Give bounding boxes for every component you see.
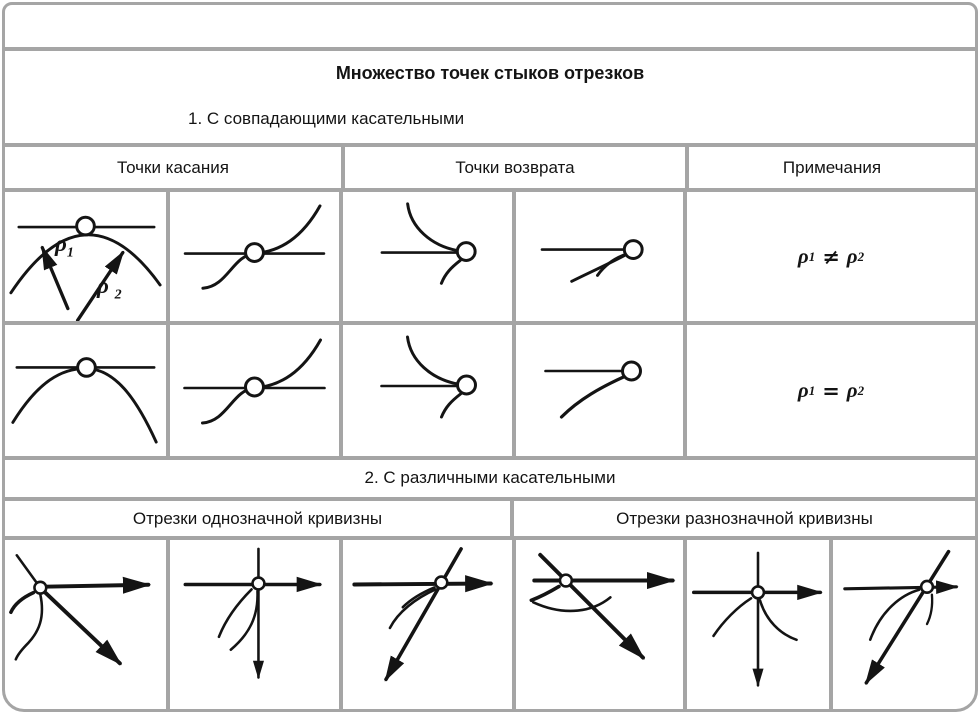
diagram-tangent-inflection-curve	[170, 192, 339, 321]
diagram-junction-fan-down-left	[5, 540, 166, 709]
column-header-opposite-sign-curvature: Отрезки разнозначной кривизны	[514, 501, 975, 536]
diagram-cusp-two-branches-below	[516, 192, 683, 321]
diagram-junction-diagonal-down-right-arrow	[516, 540, 683, 709]
table-frame	[2, 2, 978, 712]
radius-label-rho2: ρ $_2$	[97, 273, 122, 303]
diagram-tangent-arc-same-side	[5, 325, 166, 456]
column-header-tangent-points: Точки касания	[5, 147, 341, 188]
section1-row-unequal-radii	[5, 192, 975, 321]
diagram-junction-vertical-down-arrow	[170, 540, 339, 709]
diagram-cusp-curve-from-above-2	[343, 325, 512, 456]
note-radii-equal: ρ 1 = ρ 2	[687, 325, 975, 456]
section1-row-equal-radii	[5, 325, 975, 456]
diagram-junction-cross-with-curves	[687, 540, 829, 709]
title-block	[5, 51, 975, 143]
note-radii-not-equal: ρ 1 ≠ ρ 2	[687, 192, 975, 321]
empty-header-band	[5, 5, 975, 47]
radius-label-rho1: $\rho_1$	[55, 231, 74, 261]
column-header-notes: Примечания	[689, 147, 975, 188]
diagram-junction-diagonal-through-point	[833, 540, 975, 709]
section2-label: 2. С различными касательными	[364, 468, 616, 487]
diagram-junction-diagonal-down-left-arrow	[343, 540, 512, 709]
diagram-tangent-arc-with-radii	[5, 192, 166, 321]
page-title: Множество точек стыков отрезков	[335, 63, 645, 83]
section1-label: 1. С совпадающими касательными	[188, 109, 465, 128]
section2-diagram-row	[5, 540, 975, 709]
column-header-cusp-points: Точки возврата	[345, 147, 685, 188]
diagram-cusp-curve-from-above	[343, 192, 512, 321]
section1-header-row	[5, 147, 975, 188]
section2-label-row	[5, 460, 975, 497]
section2-header-row	[5, 501, 975, 536]
diagram-cusp-single-branch-below	[516, 325, 683, 456]
column-header-same-sign-curvature: Отрезки однозначной кривизны	[5, 501, 510, 536]
diagram-tangent-inflection-curve-2	[170, 325, 339, 456]
